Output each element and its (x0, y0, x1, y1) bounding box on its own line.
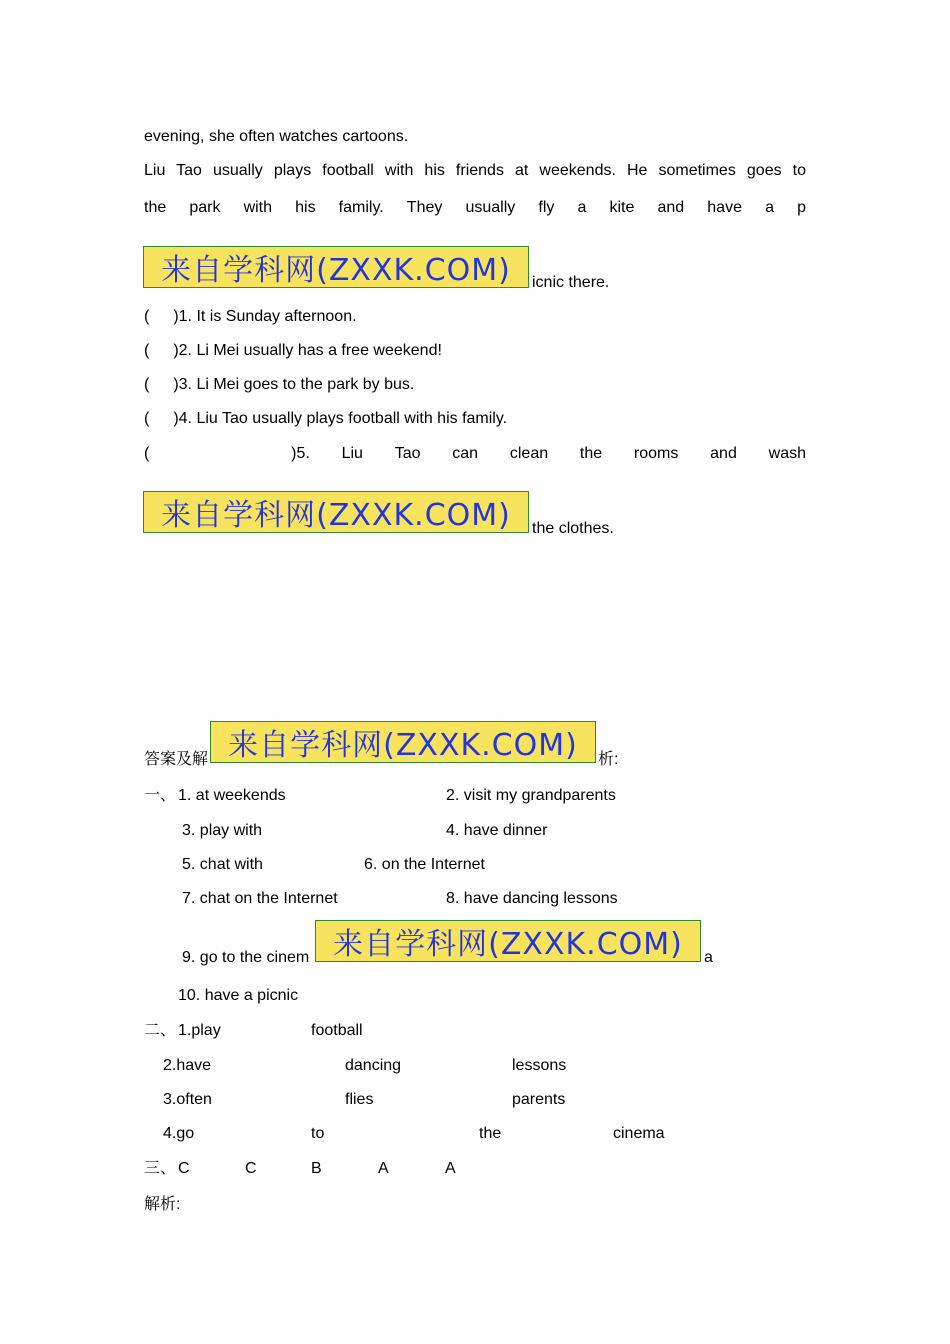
answer-choice: B (311, 1160, 322, 1177)
answer-item-tail: a (704, 949, 713, 966)
answer-word: the (479, 1125, 502, 1142)
answer-item: 9. go to the cinem (182, 949, 310, 966)
word: rooms (633, 445, 679, 462)
answer-word: to (311, 1125, 325, 1142)
answer-item: 3. play with (182, 822, 263, 839)
question-text: )4. Liu Tao usually plays football with his family. (173, 410, 508, 427)
word: usually (465, 199, 516, 216)
watermark-banner: 来自学科网(ZXXK.COM) (143, 491, 529, 533)
answer-paren: ( (144, 445, 150, 462)
passage-line-tail: icnic there. (532, 274, 610, 291)
answer-item: 1. at weekends (178, 787, 286, 804)
answer-paren: ( (144, 308, 150, 325)
answer-item: 8. have dancing lessons (446, 890, 618, 907)
answer-word: 4.go (163, 1125, 195, 1142)
question-5 (144, 444, 806, 464)
answers-heading-right: 析: (598, 751, 619, 768)
answer-choice: A (445, 1160, 456, 1177)
answer-item: 5. chat with (182, 856, 263, 873)
word: have (707, 199, 742, 216)
answer-paren: ( (144, 376, 150, 393)
answer-item: 7. chat on the Internet (182, 890, 338, 907)
word: and (657, 199, 685, 216)
watermark-banner: 来自学科网(ZXXK.COM) (210, 721, 596, 763)
answer-word: football (311, 1022, 363, 1039)
passage-line-justified (144, 198, 806, 218)
watermark-banner: 来自学科网(ZXXK.COM) (143, 246, 529, 288)
answers-heading-left: 答案及解 (144, 751, 209, 768)
question-1 (144, 307, 357, 327)
word: clean (509, 445, 549, 462)
passage-line: Liu Tao usually plays football with his friends at weekends. He sometimes goes to (144, 162, 806, 179)
question-text: )1. It is Sunday afternoon. (173, 308, 357, 325)
answer-choice: C (178, 1160, 190, 1177)
question-text: )3. Li Mei goes to the park by bus. (173, 376, 415, 393)
question-text: )2. Li Mei usually has a free weekend! (173, 342, 442, 359)
part2-label: 二、 (144, 1022, 177, 1039)
word: a (577, 199, 587, 216)
answer-paren: ( (144, 342, 150, 359)
word: park (189, 199, 221, 216)
answer-choice: C (245, 1160, 257, 1177)
word: fly (538, 199, 555, 216)
answer-word: 2.have (163, 1057, 212, 1074)
passage-line: evening, she often watches cartoons. (144, 128, 409, 145)
question-2 (144, 341, 442, 361)
question-3 (144, 375, 414, 395)
word: kite (609, 199, 635, 216)
word: and (710, 445, 737, 462)
word: his (295, 199, 316, 216)
analysis-label: 解析: (144, 1196, 181, 1213)
answer-word: cinema (613, 1125, 665, 1142)
word: )5. (291, 445, 310, 462)
answer-paren: ( (144, 410, 150, 427)
word: a (765, 199, 774, 216)
answer-word: lessons (512, 1057, 567, 1074)
question-5-tail: the clothes. (532, 520, 614, 537)
word: the (579, 445, 603, 462)
word: They (406, 199, 443, 216)
answer-word: 1.play (178, 1022, 221, 1039)
word: with (243, 199, 273, 216)
word: Tao (394, 445, 421, 462)
question-4 (144, 409, 507, 429)
part3-label: 三、 (144, 1160, 177, 1177)
answer-word: parents (512, 1091, 566, 1108)
word: Liu (341, 445, 363, 462)
answer-item: 6. on the Internet (364, 856, 485, 873)
watermark-banner: 来自学科网(ZXXK.COM) (315, 920, 701, 962)
word: wash (768, 445, 806, 462)
part1-label: 一、 (144, 787, 177, 804)
answer-word: dancing (345, 1057, 402, 1074)
answer-item: 10. have a picnic (178, 987, 299, 1004)
word: family. (338, 199, 384, 216)
answer-word: flies (345, 1091, 374, 1108)
answer-word: 3.often (163, 1091, 212, 1108)
answer-item: 4. have dinner (446, 822, 548, 839)
word: can (452, 445, 479, 462)
answer-choice: A (378, 1160, 389, 1177)
word: the (144, 199, 167, 216)
answer-item: 2. visit my grandparents (446, 787, 616, 804)
word: p (797, 199, 806, 216)
